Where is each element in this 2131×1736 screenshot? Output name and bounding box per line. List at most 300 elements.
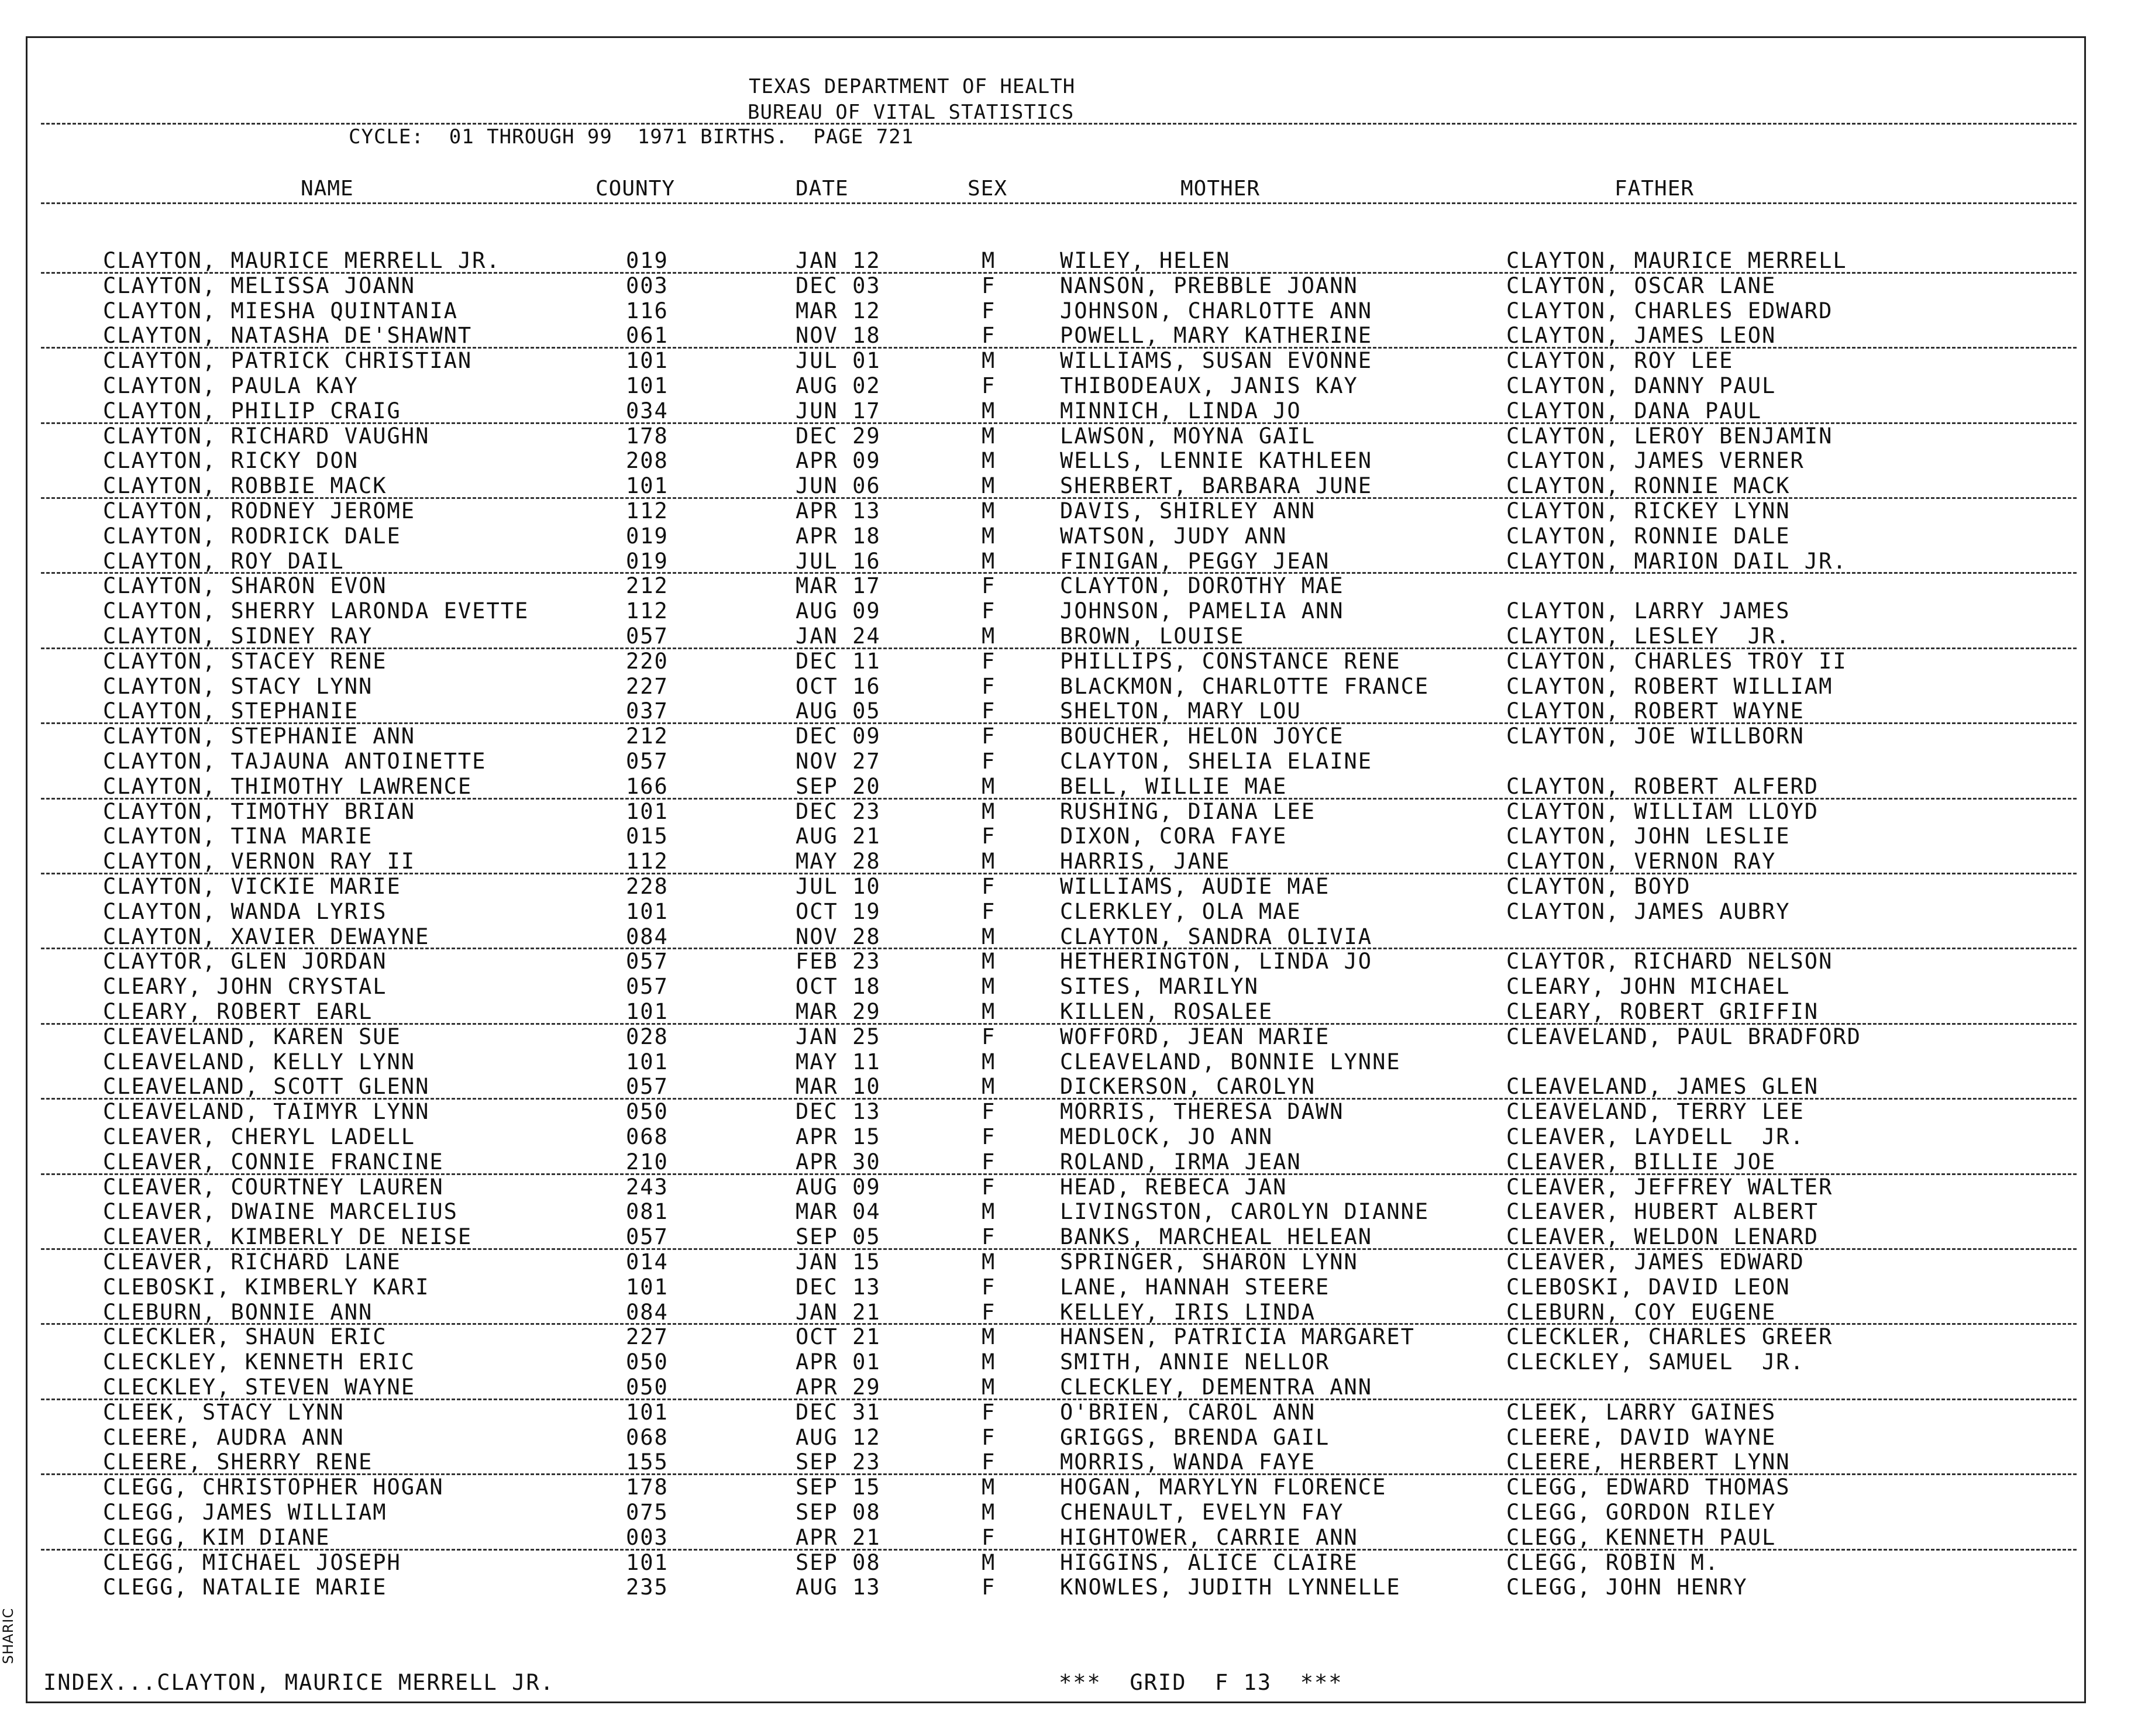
cell-county: 050 bbox=[626, 1349, 669, 1375]
cell-mother: MEDLOCK, JO ANN bbox=[1060, 1124, 1273, 1149]
cell-county: 212 bbox=[626, 573, 669, 599]
table-row bbox=[0, 1300, 2131, 1325]
cell-father: CLEGG, EDWARD THOMAS bbox=[1506, 1475, 1791, 1500]
cell-date: MAR 17 bbox=[796, 573, 881, 599]
cell-father: CLEAVER, WELDON LENARD bbox=[1506, 1224, 1819, 1250]
cell-date: MAY 11 bbox=[796, 1049, 881, 1074]
table-row bbox=[0, 549, 2131, 574]
col-header-mother: MOTHER bbox=[1180, 177, 1261, 201]
cell-name: CLEGG, MICHAEL JOSEPH bbox=[103, 1549, 401, 1575]
cell-county: 220 bbox=[626, 648, 669, 674]
cell-county: 101 bbox=[626, 999, 669, 1024]
cell-name: CLAYTON, TINA MARIE bbox=[103, 824, 373, 849]
cell-name: CLAYTON, MELISSA JOANN bbox=[103, 273, 416, 298]
cell-mother: MINNICH, LINDA JO bbox=[1060, 398, 1302, 423]
cell-sex: F bbox=[982, 874, 996, 899]
cell-date: SEP 20 bbox=[796, 773, 881, 799]
table-row bbox=[0, 1249, 2131, 1275]
cell-name: CLEGG, JAMES WILLIAM bbox=[103, 1500, 387, 1525]
cell-sex: F bbox=[982, 749, 996, 774]
cell-father: CLAYTON, RICKEY LYNN bbox=[1506, 498, 1791, 523]
cell-county: 015 bbox=[626, 824, 669, 849]
cell-sex: F bbox=[982, 1299, 996, 1325]
cell-date: NOV 27 bbox=[796, 749, 881, 774]
cell-father: CLEGG, GORDON RILEY bbox=[1506, 1500, 1777, 1525]
header-line-3: CYCLE: 01 THROUGH 99 1971 BIRTHS. PAGE 721 bbox=[349, 125, 914, 149]
table-row bbox=[0, 498, 2131, 523]
cell-father: CLEAVELAND, TERRY LEE bbox=[1506, 1099, 1805, 1125]
cell-date: JUN 17 bbox=[796, 398, 881, 423]
cell-mother: KILLEN, ROSALEE bbox=[1060, 999, 1273, 1024]
cell-mother: KNOWLES, JUDITH LYNNELLE bbox=[1060, 1575, 1401, 1600]
cell-father: CLEGG, ROBIN M. bbox=[1506, 1549, 1720, 1575]
cell-name: CLAYTON, STEPHANIE bbox=[103, 698, 359, 724]
cell-mother: RUSHING, DIANA LEE bbox=[1060, 798, 1316, 824]
cell-mother: CLERKLEY, OLA MAE bbox=[1060, 898, 1302, 924]
cell-mother: HIGHTOWER, CARRIE ANN bbox=[1060, 1524, 1358, 1550]
cell-county: 019 bbox=[626, 248, 669, 273]
cell-mother: SHERBERT, BARBARA JUNE bbox=[1060, 473, 1373, 499]
cell-date: APR 15 bbox=[796, 1124, 881, 1149]
table-row bbox=[0, 1149, 2131, 1174]
cell-county: 084 bbox=[626, 1299, 669, 1325]
cell-father: CLAYTON, JAMES AUBRY bbox=[1506, 898, 1791, 924]
cell-mother: LAWSON, MOYNA GAIL bbox=[1060, 423, 1316, 449]
cell-name: CLAYTON, XAVIER DEWAYNE bbox=[103, 924, 430, 949]
col-header-father: FATHER bbox=[1614, 177, 1695, 201]
table-row bbox=[0, 1324, 2131, 1349]
cell-county: 061 bbox=[626, 323, 669, 349]
cell-county: 034 bbox=[626, 398, 669, 423]
cell-sex: M bbox=[982, 999, 996, 1024]
cell-county: 116 bbox=[626, 298, 669, 323]
col-header-date: DATE bbox=[796, 177, 849, 201]
cell-father: CLEEK, LARRY GAINES bbox=[1506, 1399, 1777, 1425]
cell-county: 084 bbox=[626, 924, 669, 949]
cell-father: CLAYTON, ROBERT WILLIAM bbox=[1506, 673, 1833, 699]
cell-county: 068 bbox=[626, 1424, 669, 1450]
cell-sex: F bbox=[982, 298, 996, 323]
cell-sex: M bbox=[982, 773, 996, 799]
cell-county: 037 bbox=[626, 698, 669, 724]
cell-date: APR 29 bbox=[796, 1375, 881, 1400]
cell-sex: F bbox=[982, 1274, 996, 1300]
cell-name: CLEAVELAND, KELLY LYNN bbox=[103, 1049, 416, 1074]
cell-mother: HARRIS, JANE bbox=[1060, 849, 1231, 874]
cell-county: 228 bbox=[626, 874, 669, 899]
cell-date: JAN 15 bbox=[796, 1249, 881, 1275]
cell-county: 101 bbox=[626, 798, 669, 824]
cell-father: CLAYTON, RONNIE DALE bbox=[1506, 523, 1791, 549]
cell-county: 178 bbox=[626, 423, 669, 449]
cell-father: CLEARY, ROBERT GRIFFIN bbox=[1506, 999, 1819, 1024]
cell-sex: M bbox=[982, 248, 996, 273]
cell-county: 057 bbox=[626, 624, 669, 649]
cell-sex: M bbox=[982, 1074, 996, 1100]
cell-father: CLAYTON, JAMES VERNER bbox=[1506, 448, 1805, 474]
cell-father: CLAYTON, BOYD bbox=[1506, 874, 1691, 899]
cell-date: MAR 04 bbox=[796, 1199, 881, 1225]
cell-sex: M bbox=[982, 974, 996, 1000]
cell-date: DEC 13 bbox=[796, 1099, 881, 1125]
cell-date: DEC 03 bbox=[796, 273, 881, 298]
cell-name: CLEAVER, CONNIE FRANCINE bbox=[103, 1149, 444, 1174]
cell-date: APR 30 bbox=[796, 1149, 881, 1174]
col-header-name: NAME bbox=[301, 177, 354, 201]
table-row bbox=[0, 1174, 2131, 1200]
table-row bbox=[0, 1575, 2131, 1600]
cell-mother: DICKERSON, CAROLYN bbox=[1060, 1074, 1316, 1100]
cell-sex: F bbox=[982, 373, 996, 398]
cell-name: CLEBURN, BONNIE ANN bbox=[103, 1299, 373, 1325]
table-row bbox=[0, 423, 2131, 449]
cell-father: CLAYTON, DANNY PAUL bbox=[1506, 373, 1777, 398]
cell-sex: M bbox=[982, 798, 996, 824]
cell-date: NOV 28 bbox=[796, 924, 881, 949]
cell-mother: CLAYTON, SANDRA OLIVIA bbox=[1060, 924, 1373, 949]
cell-sex: M bbox=[982, 423, 996, 449]
cell-sex: F bbox=[982, 648, 996, 674]
cell-father: CLEAVELAND, PAUL BRADFORD bbox=[1506, 1024, 1861, 1049]
cell-father: CLAYTON, CHARLES TROY II bbox=[1506, 648, 1847, 674]
cell-father: CLAYTON, WILLIAM LLOYD bbox=[1506, 798, 1819, 824]
cell-name: CLAYTON, THIMOTHY LAWRENCE bbox=[103, 773, 473, 799]
table-row bbox=[0, 598, 2131, 624]
cell-sex: F bbox=[982, 1424, 996, 1450]
table-row bbox=[0, 749, 2131, 774]
cell-sex: M bbox=[982, 1475, 996, 1500]
cell-date: AUG 05 bbox=[796, 698, 881, 724]
cell-sex: M bbox=[982, 949, 996, 974]
cell-sex: F bbox=[982, 898, 996, 924]
cell-name: CLECKLEY, KENNETH ERIC bbox=[103, 1349, 416, 1375]
cell-sex: M bbox=[982, 1549, 996, 1575]
cell-mother: BANKS, MARCHEAL HELEAN bbox=[1060, 1224, 1373, 1250]
cell-county: 101 bbox=[626, 898, 669, 924]
cell-date: SEP 15 bbox=[796, 1475, 881, 1500]
table-row bbox=[0, 573, 2131, 598]
cell-sex: F bbox=[982, 598, 996, 624]
cell-name: CLEGG, KIM DIANE bbox=[103, 1524, 331, 1550]
cell-county: 112 bbox=[626, 849, 669, 874]
cell-name: CLAYTOR, GLEN JORDAN bbox=[103, 949, 387, 974]
table-row bbox=[0, 899, 2131, 924]
cell-mother: LIVINGSTON, CAROLYN DIANNE bbox=[1060, 1199, 1430, 1225]
cell-father: CLAYTON, RONNIE MACK bbox=[1506, 473, 1791, 499]
cell-name: CLAYTON, ROBBIE MACK bbox=[103, 473, 387, 499]
cell-mother: CLAYTON, SHELIA ELAINE bbox=[1060, 749, 1373, 774]
cell-date: DEC 23 bbox=[796, 798, 881, 824]
cell-name: CLEARY, ROBERT EARL bbox=[103, 999, 373, 1024]
table-row bbox=[0, 1224, 2131, 1249]
cell-sex: M bbox=[982, 398, 996, 423]
cell-county: 003 bbox=[626, 273, 669, 298]
table-row bbox=[0, 523, 2131, 549]
cell-father: CLAYTON, ROBERT WAYNE bbox=[1506, 698, 1805, 724]
cell-mother: THIBODEAUX, JANIS KAY bbox=[1060, 373, 1358, 398]
cell-county: 166 bbox=[626, 773, 669, 799]
table-row bbox=[0, 674, 2131, 699]
cell-date: APR 13 bbox=[796, 498, 881, 523]
cell-father: CLAYTON, JOE WILLBORN bbox=[1506, 724, 1805, 749]
cell-mother: WILEY, HELEN bbox=[1060, 248, 1231, 273]
cell-name: CLEAVELAND, KAREN SUE bbox=[103, 1024, 401, 1049]
cell-father: CLEBOSKI, DAVID LEON bbox=[1506, 1274, 1791, 1300]
cell-sex: F bbox=[982, 1399, 996, 1425]
cell-sex: M bbox=[982, 523, 996, 549]
cell-sex: M bbox=[982, 1500, 996, 1525]
cell-father: CLEAVER, JEFFREY WALTER bbox=[1506, 1174, 1833, 1200]
cell-county: 101 bbox=[626, 1274, 669, 1300]
cell-date: MAR 10 bbox=[796, 1074, 881, 1100]
cell-mother: DAVIS, SHIRLEY ANN bbox=[1060, 498, 1316, 523]
cell-date: AUG 09 bbox=[796, 1174, 881, 1200]
cell-date: AUG 09 bbox=[796, 598, 881, 624]
cell-name: CLEEK, STACY LYNN bbox=[103, 1399, 345, 1425]
cell-date: SEP 08 bbox=[796, 1549, 881, 1575]
cell-sex: M bbox=[982, 1349, 996, 1375]
cell-name: CLEAVELAND, SCOTT GLENN bbox=[103, 1074, 430, 1100]
cell-name: CLAYTON, NATASHA DE'SHAWNT bbox=[103, 323, 473, 349]
cell-mother: HIGGINS, ALICE CLAIRE bbox=[1060, 1549, 1358, 1575]
table-row bbox=[0, 273, 2131, 298]
cell-mother: ROLAND, IRMA JEAN bbox=[1060, 1149, 1302, 1174]
table-row bbox=[0, 724, 2131, 749]
cell-name: CLAYTON, RICHARD VAUGHN bbox=[103, 423, 430, 449]
cell-date: AUG 21 bbox=[796, 824, 881, 849]
cell-date: MAY 28 bbox=[796, 849, 881, 874]
cell-name: CLEAVER, COURTNEY LAUREN bbox=[103, 1174, 444, 1200]
cell-sex: M bbox=[982, 448, 996, 474]
cell-date: JAN 24 bbox=[796, 624, 881, 649]
cell-county: 050 bbox=[626, 1099, 669, 1125]
header-line-2: BUREAU OF VITAL STATISTICS bbox=[748, 101, 1075, 124]
cell-sex: M bbox=[982, 924, 996, 949]
table-row bbox=[0, 1500, 2131, 1525]
cell-mother: CLAYTON, DOROTHY MAE bbox=[1060, 573, 1344, 599]
cell-date: NOV 18 bbox=[796, 323, 881, 349]
cell-county: 014 bbox=[626, 1249, 669, 1275]
cell-mother: SITES, MARILYN bbox=[1060, 974, 1259, 1000]
cell-county: 101 bbox=[626, 348, 669, 374]
table-row bbox=[0, 924, 2131, 949]
cell-name: CLECKLEY, STEVEN WAYNE bbox=[103, 1375, 416, 1400]
table-row bbox=[0, 373, 2131, 398]
cell-sex: F bbox=[982, 1224, 996, 1250]
cell-mother: CLEAVELAND, BONNIE LYNNE bbox=[1060, 1049, 1401, 1074]
table-row bbox=[0, 348, 2131, 373]
cell-county: 227 bbox=[626, 673, 669, 699]
table-row bbox=[0, 323, 2131, 348]
cell-mother: HANSEN, PATRICIA MARGARET bbox=[1060, 1324, 1415, 1350]
cell-name: CLEBOSKI, KIMBERLY KARI bbox=[103, 1274, 430, 1300]
cell-mother: CLECKLEY, DEMENTRA ANN bbox=[1060, 1375, 1373, 1400]
cell-sex: F bbox=[982, 1575, 996, 1600]
cell-mother: SPRINGER, SHARON LYNN bbox=[1060, 1249, 1358, 1275]
cell-date: DEC 31 bbox=[796, 1399, 881, 1425]
cell-county: 101 bbox=[626, 473, 669, 499]
table-row bbox=[0, 799, 2131, 824]
cell-sex: M bbox=[982, 1199, 996, 1225]
cell-name: CLAYTON, SHARON EVON bbox=[103, 573, 387, 599]
cell-sex: M bbox=[982, 1249, 996, 1275]
cell-mother: WATSON, JUDY ANN bbox=[1060, 523, 1287, 549]
table-row bbox=[0, 999, 2131, 1024]
cell-name: CLAYTON, SHERRY LARONDA EVETTE bbox=[103, 598, 529, 624]
cell-name: CLEGG, NATALIE MARIE bbox=[103, 1575, 387, 1600]
cell-sex: M bbox=[982, 1375, 996, 1400]
side-stamp: SHARIC bbox=[0, 1607, 16, 1664]
cell-father: CLAYTON, CHARLES EDWARD bbox=[1506, 298, 1833, 323]
cell-sex: F bbox=[982, 1449, 996, 1475]
cell-name: CLAYTON, TAJAUNA ANTOINETTE bbox=[103, 749, 487, 774]
table-row bbox=[0, 624, 2131, 649]
cell-mother: KELLEY, IRIS LINDA bbox=[1060, 1299, 1316, 1325]
cell-name: CLEERE, AUDRA ANN bbox=[103, 1424, 345, 1450]
cell-date: AUG 12 bbox=[796, 1424, 881, 1450]
cell-name: CLAYTON, STACEY RENE bbox=[103, 648, 387, 674]
cell-father: CLAYTON, DANA PAUL bbox=[1506, 398, 1762, 423]
cell-father: CLECKLEY, SAMUEL JR. bbox=[1506, 1349, 1805, 1375]
table-row bbox=[0, 1074, 2131, 1099]
table-row bbox=[0, 1349, 2131, 1375]
cell-date: APR 18 bbox=[796, 523, 881, 549]
cell-county: 057 bbox=[626, 949, 669, 974]
cell-father: CLAYTON, OSCAR LANE bbox=[1506, 273, 1777, 298]
cell-mother: WELLS, LENNIE KATHLEEN bbox=[1060, 448, 1373, 474]
cell-father: CLEAVELAND, JAMES GLEN bbox=[1506, 1074, 1819, 1100]
cell-name: CLEAVER, DWAINE MARCELIUS bbox=[103, 1199, 458, 1225]
cell-father: CLEARY, JOHN MICHAEL bbox=[1506, 974, 1791, 1000]
cell-county: 003 bbox=[626, 1524, 669, 1550]
cell-mother: HEAD, REBECA JAN bbox=[1060, 1174, 1287, 1200]
cell-name: CLAYTON, PAULA KAY bbox=[103, 373, 359, 398]
cell-county: 028 bbox=[626, 1024, 669, 1049]
cell-name: CLAYTON, TIMOTHY BRIAN bbox=[103, 798, 416, 824]
header-line-1: TEXAS DEPARTMENT OF HEALTH bbox=[749, 75, 1076, 98]
cell-mother: BELL, WILLIE MAE bbox=[1060, 773, 1287, 799]
cell-name: CLAYTON, SIDNEY RAY bbox=[103, 624, 373, 649]
cell-mother: PHILLIPS, CONSTANCE RENE bbox=[1060, 648, 1401, 674]
cell-date: JAN 12 bbox=[796, 248, 881, 273]
table-row bbox=[0, 448, 2131, 473]
table-row bbox=[0, 1375, 2131, 1400]
cell-date: AUG 02 bbox=[796, 373, 881, 398]
cell-mother: NANSON, PREBBLE JOANN bbox=[1060, 273, 1358, 298]
cell-sex: F bbox=[982, 1124, 996, 1149]
table-row bbox=[0, 1400, 2131, 1425]
cell-date: JUN 06 bbox=[796, 473, 881, 499]
cell-county: 101 bbox=[626, 1049, 669, 1074]
cell-mother: JOHNSON, CHARLOTTE ANN bbox=[1060, 298, 1373, 323]
cell-mother: JOHNSON, PAMELIA ANN bbox=[1060, 598, 1344, 624]
header-divider-1 bbox=[41, 123, 2077, 125]
cell-name: CLAYTON, RODRICK DALE bbox=[103, 523, 401, 549]
table-row bbox=[0, 1449, 2131, 1475]
header-divider-2 bbox=[41, 202, 2077, 204]
cell-mother: WILLIAMS, AUDIE MAE bbox=[1060, 874, 1330, 899]
cell-sex: F bbox=[982, 1524, 996, 1550]
cell-county: 081 bbox=[626, 1199, 669, 1225]
cell-mother: SHELTON, MARY LOU bbox=[1060, 698, 1302, 724]
table-row bbox=[0, 698, 2131, 724]
table-row bbox=[0, 248, 2131, 273]
table-row bbox=[0, 1124, 2131, 1149]
cell-date: APR 09 bbox=[796, 448, 881, 474]
cell-county: 101 bbox=[626, 373, 669, 398]
cell-sex: M bbox=[982, 348, 996, 374]
cell-date: SEP 05 bbox=[796, 1224, 881, 1250]
cell-county: 155 bbox=[626, 1449, 669, 1475]
cell-mother: MORRIS, THERESA DAWN bbox=[1060, 1099, 1344, 1125]
cell-mother: BOUCHER, HELON JOYCE bbox=[1060, 724, 1344, 749]
cell-father: CLECKLER, CHARLES GREER bbox=[1506, 1324, 1833, 1350]
cell-date: OCT 21 bbox=[796, 1324, 881, 1350]
cell-county: 019 bbox=[626, 523, 669, 549]
cell-county: 057 bbox=[626, 974, 669, 1000]
cell-father: CLEAVER, HUBERT ALBERT bbox=[1506, 1199, 1819, 1225]
cell-sex: F bbox=[982, 1099, 996, 1125]
table-row bbox=[0, 649, 2131, 674]
table-row bbox=[0, 1425, 2131, 1450]
cell-date: SEP 23 bbox=[796, 1449, 881, 1475]
cell-name: CLAYTON, RODNEY JEROME bbox=[103, 498, 416, 523]
cell-father: CLEBURN, COY EUGENE bbox=[1506, 1299, 1777, 1325]
cell-name: CLAYTON, VICKIE MARIE bbox=[103, 874, 401, 899]
table-row bbox=[0, 1475, 2131, 1500]
cell-county: 019 bbox=[626, 548, 669, 574]
cell-mother: HOGAN, MARYLYN FLORENCE bbox=[1060, 1475, 1387, 1500]
table-row bbox=[0, 1099, 2131, 1124]
cell-date: MAR 29 bbox=[796, 999, 881, 1024]
cell-name: CLEAVER, RICHARD LANE bbox=[103, 1249, 401, 1275]
cell-name: CLEGG, CHRISTOPHER HOGAN bbox=[103, 1475, 444, 1500]
cell-date: JUL 10 bbox=[796, 874, 881, 899]
cell-name: CLAYTON, MIESHA QUINTANIA bbox=[103, 298, 458, 323]
cell-date: APR 21 bbox=[796, 1524, 881, 1550]
cell-mother: BLACKMON, CHARLOTTE FRANCE bbox=[1060, 673, 1430, 699]
cell-county: 112 bbox=[626, 498, 669, 523]
cell-father: CLEGG, JOHN HENRY bbox=[1506, 1575, 1748, 1600]
table-row bbox=[0, 949, 2131, 974]
cell-date: JUL 16 bbox=[796, 548, 881, 574]
table-row bbox=[0, 774, 2131, 799]
cell-mother: BROWN, LOUISE bbox=[1060, 624, 1245, 649]
cell-father: CLAYTON, MAURICE MERRELL bbox=[1506, 248, 1847, 273]
table-row bbox=[0, 1049, 2131, 1074]
cell-county: 057 bbox=[626, 1224, 669, 1250]
cell-sex: F bbox=[982, 698, 996, 724]
cell-date: FEB 23 bbox=[796, 949, 881, 974]
cell-name: CLEAVELAND, TAIMYR LYNN bbox=[103, 1099, 430, 1125]
cell-date: JAN 25 bbox=[796, 1024, 881, 1049]
table-row bbox=[0, 398, 2131, 423]
cell-date: JAN 21 bbox=[796, 1299, 881, 1325]
table-row bbox=[0, 874, 2131, 899]
table-row bbox=[0, 824, 2131, 849]
cell-county: 227 bbox=[626, 1324, 669, 1350]
cell-sex: F bbox=[982, 673, 996, 699]
cell-date: APR 01 bbox=[796, 1349, 881, 1375]
cell-father: CLEAVER, JAMES EDWARD bbox=[1506, 1249, 1805, 1275]
cell-name: CLECKLER, SHAUN ERIC bbox=[103, 1324, 387, 1350]
table-row bbox=[0, 974, 2131, 999]
cell-father: CLAYTOR, RICHARD NELSON bbox=[1506, 949, 1833, 974]
cell-father: CLAYTON, JOHN LESLIE bbox=[1506, 824, 1791, 849]
cell-date: MAR 12 bbox=[796, 298, 881, 323]
cell-father: CLAYTON, MARION DAIL JR. bbox=[1506, 548, 1847, 574]
cell-county: 057 bbox=[626, 749, 669, 774]
